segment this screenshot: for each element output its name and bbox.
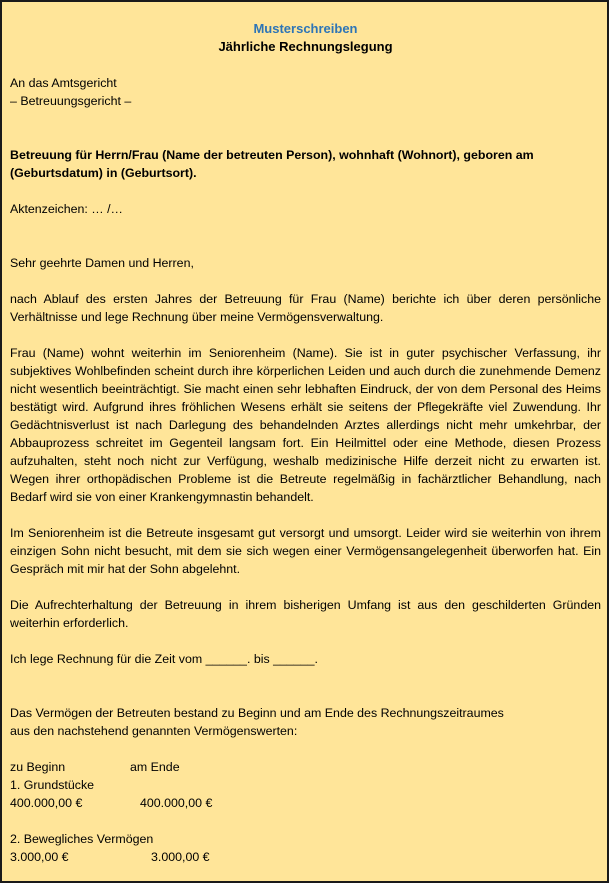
assets-col-start: zu Beginn [10,760,66,774]
paragraph-period: Ich lege Rechnung für die Zeit vom ______. bis ______. [10,652,318,666]
address-line-1: An das Amtsgericht [10,76,117,90]
reference-number: Aktenzeichen: … /… [10,202,123,216]
paragraph-care: Im Seniorenheim ist die Betreute insgesamt gut versorgt und umsorgt. Leider wird sie weiterhin von ihrem einzigen Sohn nicht besucht, mit dem sie sich wegen einer Vermögensangelegenheit überworfen hat. Ein Gespräch mit mir hat der Sohn abgelehnt. [10,526,601,576]
document-title: Musterschreiben [253,21,358,36]
address-line-2: – Betreuungsgericht – [10,94,132,108]
asset-item-2-end: 3.000,00 € [151,850,210,864]
asset-item-1-values [10,794,601,812]
salutation: Sehr geehrte Damen und Herren, [10,256,194,270]
asset-item-2-values [10,848,601,866]
paragraph-health: Frau (Name) wohnt weiterhin im Seniorenheim (Name). Sie ist in guter psychischer Verfassung, ihr subjektives Wohlbefinden scheint durch ihre körperlichen Leiden und auch durch die zunehmende Demenz nicht wesentlich beeinträchtigt. Sie macht einen sehr lebhaften Eindruck, der von dem Personal des Heims bestätigt wird. Aufgrund ihres fröhlichen Wesens erhält sie seitens der Pflegekräfte viel Zuwendung. Ihr Gedächtnisverlust ist nach Darlegung des behandelnden Arztes allerdings nicht mehr umkehrbar, der Abbauprozess schreitet im Gegenteil langsam fort. Ein Heilmittel oder eine Methode, diesen Prozess aufzuhalten, steht noch nicht zur Verfügung, weshalb medizinische Hilfe derzeit nicht zu erwarten ist. Wegen ihrer orthopädischen Probleme ist die Betreute regelmäßig in fachärztlicher Behandlung, nach Bedarf wird sie von einer Krankengymnastin behandelt. [10,346,601,504]
assets-intro-line-1: Das Vermögen der Betreuten bestand zu Beginn und am Ende des Rechnungszeitraumes [10,706,504,720]
document-subtitle: Jährliche Rechnungslegung [218,39,393,54]
asset-item-1-start: 400.000,00 € [10,796,83,810]
paragraph-intro: nach Ablauf des ersten Jahres der Betreuung für Frau (Name) berichte ich über deren persönliche Verhältnisse und lege Rechnung über meine Vermögensverwaltung. [10,292,601,324]
asset-item-1-label: 1. Grundstücke [10,778,95,792]
asset-item-2-label: 2. Bewegliches Vermögen [10,832,154,846]
subject-line: Betreuung für Herrn/Frau (Name der betreuten Person), wohnhaft (Wohnort), geboren am (Geburtsdatum) in (Geburtsort). [10,148,534,180]
asset-item-2-start: 3.000,00 € [10,850,69,864]
letter-body [10,20,601,866]
assets-col-end: am Ende [130,760,180,774]
asset-item-1-end: 400.000,00 € [140,796,213,810]
paragraph-continuation: Die Aufrechterhaltung der Betreuung in ihrem bisherigen Umfang ist aus den geschilderten Gründen weiterhin erforderlich. [10,598,601,630]
assets-header-row [10,758,601,776]
assets-intro-line-2: aus den nachstehend genannten Vermögenswerten: [10,724,298,738]
